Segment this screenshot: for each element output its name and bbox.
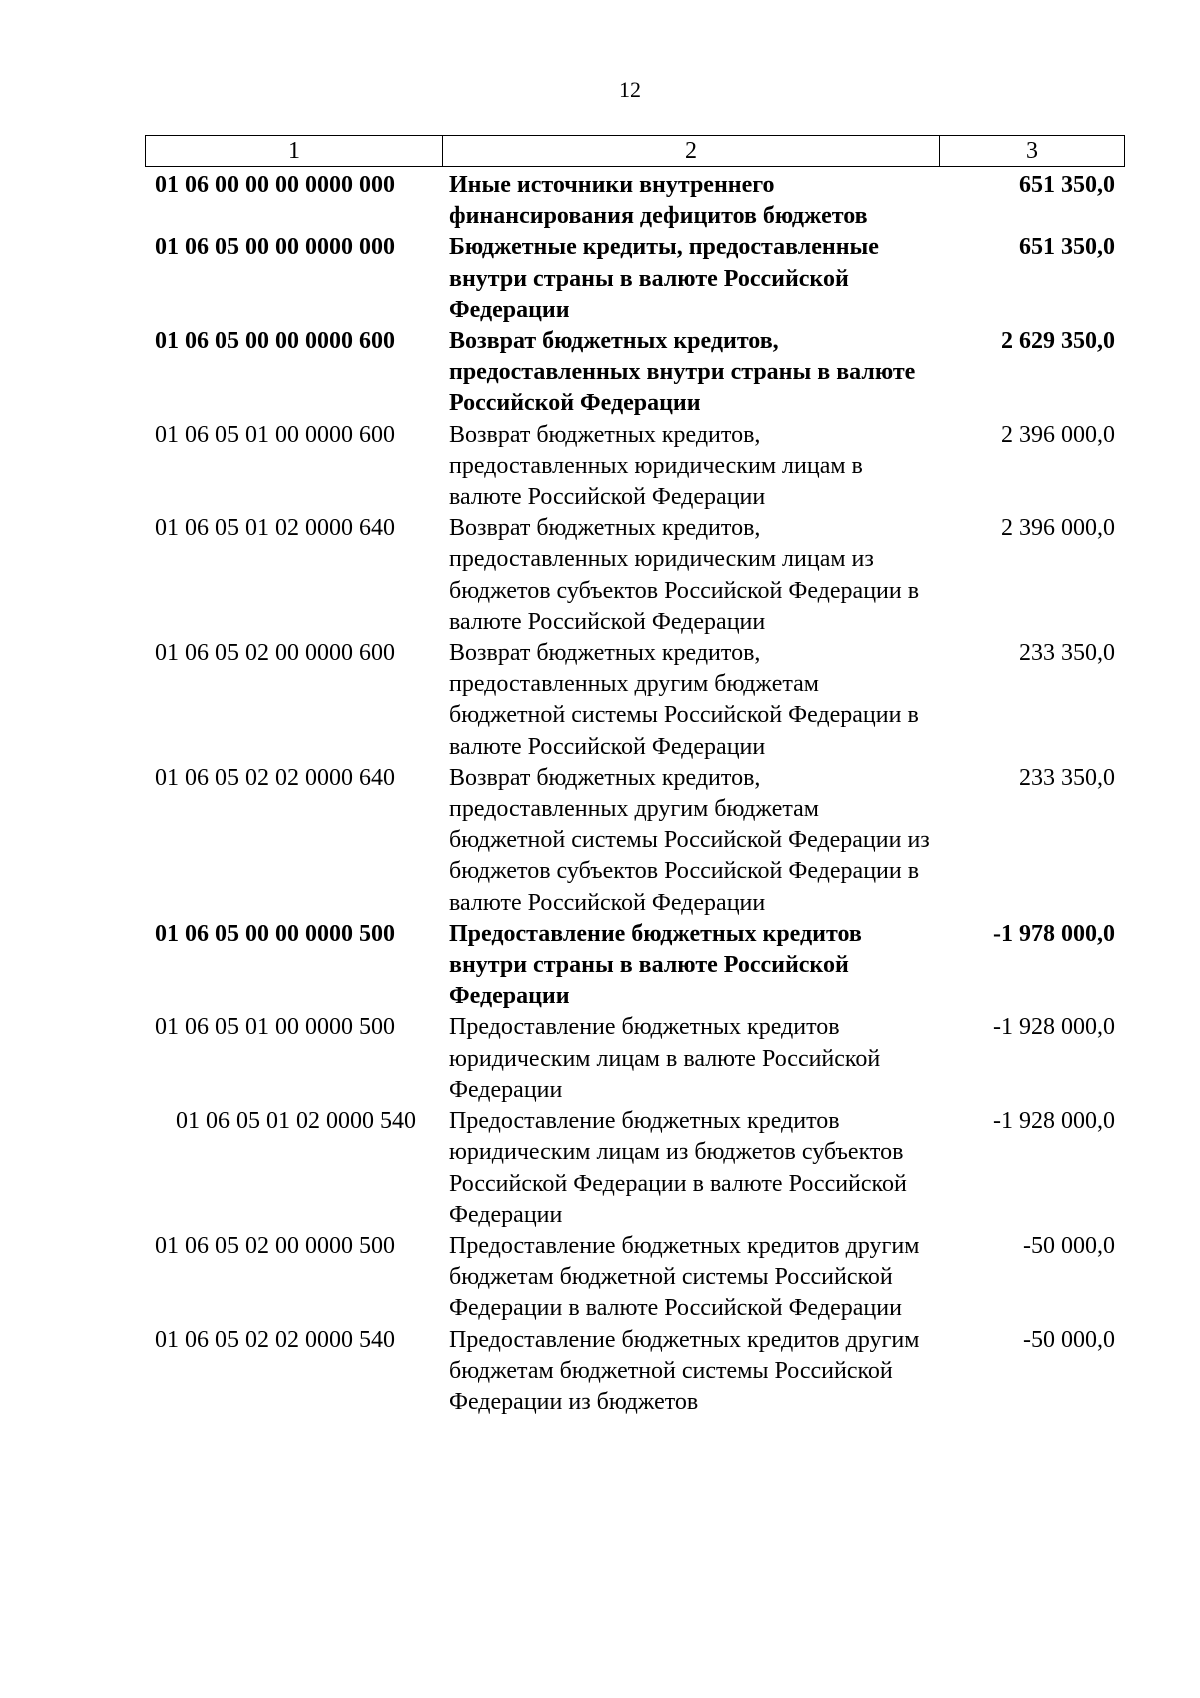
source-name: Возврат бюджетных кредитов, предоставленных юридическим лицам из бюджетов субъектов Российской Федерации в валюте Российской Федерации — [449, 515, 920, 635]
table-row — [145, 1231, 1125, 1325]
amount: 2 396 000,0 — [1001, 421, 1115, 448]
table-row — [145, 170, 1125, 232]
amount: 651 350,0 — [1019, 172, 1115, 198]
source-name: Предоставление бюджетных кредитов юридическим лицам в валюте Российской Федерации — [449, 1014, 881, 1103]
budget-code: 01 06 05 00 00 0000 500 — [155, 920, 395, 947]
source-name: Предоставление бюджетных кредитов другим бюджетам бюджетной системы Российской Федерации в валюте Российской Федерации — [449, 1232, 920, 1322]
amount: -1 928 000,0 — [993, 1014, 1115, 1041]
table-row — [145, 1106, 1125, 1231]
table-row — [145, 1012, 1125, 1106]
budget-code: 01 06 05 00 00 0000 600 — [155, 328, 395, 355]
budget-code: 01 06 05 02 00 0000 600 — [155, 640, 395, 667]
table-row — [145, 1325, 1125, 1419]
budget-table-body — [145, 170, 1125, 1418]
table-row — [145, 763, 1125, 919]
budget-code: 01 06 05 00 00 0000 000 — [155, 234, 395, 261]
source-name: Бюджетные кредиты, предоставленные внутри страны в валюте Российской Федерации — [449, 234, 879, 323]
header-col-2: 2 — [442, 136, 939, 166]
budget-code: 01 06 00 00 00 0000 000 — [155, 172, 395, 198]
amount: -50 000,0 — [1023, 1326, 1115, 1353]
table-header — [145, 135, 1125, 167]
source-name: Возврат бюджетных кредитов, предоставленных внутри страны в валюте Российской Федерации — [449, 328, 916, 417]
amount: -1 928 000,0 — [993, 1108, 1115, 1135]
header-col-3: 3 — [939, 136, 1124, 166]
source-name: Предоставление бюджетных кредитов другим бюджетам бюджетной системы Российской Федерации из бюджетов — [449, 1326, 920, 1415]
budget-code: 01 06 05 01 00 0000 600 — [155, 421, 395, 448]
header-col-1: 1 — [288, 138, 300, 164]
table-row — [145, 232, 1125, 326]
table-row — [145, 919, 1125, 1013]
amount: -50 000,0 — [1023, 1232, 1115, 1259]
source-name: Возврат бюджетных кредитов, предоставленных другим бюджетам бюджетной системы Российской Федерации в валюте Российской Федерации — [449, 640, 919, 760]
amount: 2 629 350,0 — [1001, 328, 1115, 355]
budget-code: 01 06 05 01 02 0000 540 — [176, 1108, 416, 1135]
budget-code: 01 06 05 01 00 0000 500 — [155, 1014, 395, 1041]
amount: 233 350,0 — [1019, 764, 1115, 791]
table-row — [145, 420, 1125, 514]
amount: 2 396 000,0 — [1001, 515, 1115, 542]
source-name: Предоставление бюджетных кредитов юридическим лицам из бюджетов субъектов Российской Федерации в валюте Российской Федерации — [449, 1108, 907, 1228]
budget-code: 01 06 05 02 02 0000 540 — [155, 1326, 395, 1353]
table-row — [145, 638, 1125, 763]
source-name: Возврат бюджетных кредитов, предоставленных юридическим лицам в валюте Российской Федерации — [449, 421, 863, 511]
budget-code: 01 06 05 02 00 0000 500 — [155, 1232, 395, 1259]
source-name: Возврат бюджетных кредитов, предоставленных другим бюджетам бюджетной системы Российской Федерации из бюджетов субъектов Российской Федерации в валюте Российской Федерации — [449, 764, 930, 916]
amount: -1 978 000,0 — [993, 920, 1115, 947]
budget-code: 01 06 05 01 02 0000 640 — [155, 515, 395, 542]
amount: 651 350,0 — [1019, 234, 1115, 261]
page-number: 12 — [619, 77, 641, 102]
budget-code: 01 06 05 02 02 0000 640 — [155, 764, 395, 791]
table-row — [145, 513, 1125, 638]
table-row — [145, 326, 1125, 420]
amount: 233 350,0 — [1019, 640, 1115, 667]
source-name: Иные источники внутреннего финансирования дефицитов бюджетов — [449, 172, 868, 230]
source-name: Предоставление бюджетных кредитов внутри страны в валюте Российской Федерации — [449, 920, 862, 1010]
